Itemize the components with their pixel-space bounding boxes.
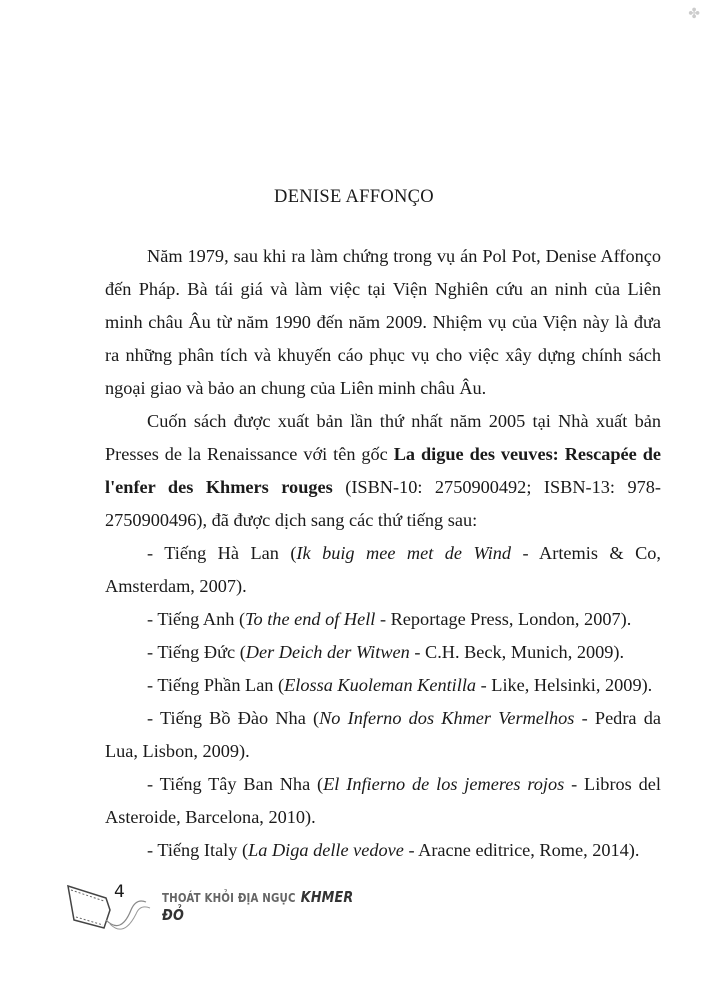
translation-item (105, 768, 661, 834)
paragraph-bio: Năm 1979, sau khi ra làm chứng trong vụ án Pol Pot, Denise Affonço đến Pháp. Bà tái giá và làm việc tại Viện Nghiên cứu an ninh của Liên minh châu Âu từ năm 1990 đến năm 2009. Nhiệm vụ của Viện này là đưa ra những phân tích và khuyến cáo phục vụ cho việc xây dựng chính sách ngoại giao và bảo an chung của Liên minh châu Âu. (105, 246, 661, 398)
translation-rest: - Like, Helsinki, 2009). (476, 675, 653, 695)
translation-rest: - Libros del Asteroide, Barcelona, 2010). (105, 774, 661, 827)
translation-title: To the end of Hell (245, 609, 376, 629)
translation-lang: - Tiếng Hà Lan ( (147, 543, 297, 563)
translation-rest: - Artemis & Co, Amsterdam, 2007). (105, 543, 661, 596)
translation-title: Der Deich der Witwen (245, 642, 410, 662)
body-text (105, 240, 661, 867)
running-title-text: THOÁT KHỎI ĐỊA NGỤC (162, 891, 296, 905)
text: (ISBN-10: 2750900492; ISBN-13: 978-2750900496), đã được dịch sang các thứ tiếng sau: (105, 477, 662, 530)
translation-lang: - Tiếng Phần Lan ( (147, 675, 285, 695)
translation-item (105, 834, 661, 867)
running-title (162, 888, 369, 924)
page-number: 4 (114, 882, 125, 902)
running-title-emphasis: KHMER ĐỎ (162, 888, 354, 924)
original-title: La digue des veuves: Rescapée de l'enfer des Khmers rouges (105, 444, 661, 497)
translation-lang: - Tiếng Bồ Đào Nha ( (147, 708, 320, 728)
translation-lang: - Tiếng Tây Ban Nha ( (147, 774, 324, 794)
translation-rest: - Pedra da Lua, Lisbon, 2009). (105, 708, 661, 761)
page-footer (66, 880, 406, 940)
translation-item (105, 636, 661, 669)
chapter-title: DENISE AFFONÇO (274, 187, 434, 207)
clover-icon: ✤ (688, 7, 700, 22)
translation-rest: - Reportage Press, London, 2007). (375, 609, 632, 629)
translation-item (105, 669, 661, 702)
translation-item (105, 537, 661, 603)
translation-title: El Infierno de los jemeres rojos (323, 774, 565, 794)
translation-lang: - Tiếng Anh ( (147, 609, 246, 629)
translation-lang: - Tiếng Đức ( (147, 642, 246, 662)
translation-title: No Inferno dos Khmer Vermelhos (319, 708, 575, 728)
translation-title: Ik buig mee met de Wind (296, 543, 512, 563)
paragraph-publication (105, 405, 661, 537)
translation-item (105, 702, 661, 768)
translation-title: Elossa Kuoleman Kentilla (284, 675, 477, 695)
translation-rest: - Aracne editrice, Rome, 2014). (403, 840, 640, 860)
translation-title: La Diga delle vedove (248, 840, 404, 860)
text: Cuốn sách được xuất bản lần thứ nhất năm 2005 tại Nhà xuất bản Presses de la Renaissance với tên gốc (105, 411, 661, 464)
translation-item (105, 603, 661, 636)
translation-rest: - C.H. Beck, Munich, 2009). (409, 642, 625, 662)
translation-lang: - Tiếng Italy ( (147, 840, 249, 860)
